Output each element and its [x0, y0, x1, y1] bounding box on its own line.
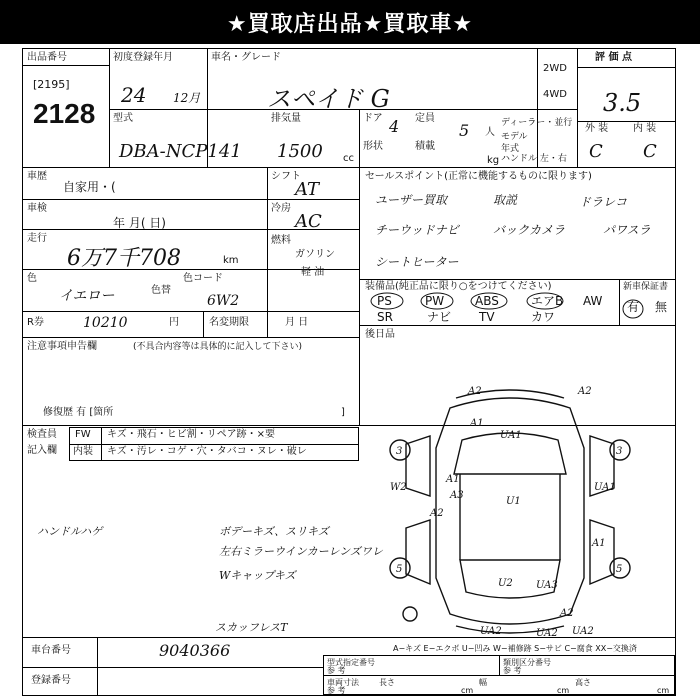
size-label: 車両寸法 — [327, 678, 359, 687]
wid-label: 幅 — [479, 678, 487, 687]
score-label: 評 価 点 — [595, 52, 632, 63]
damage-mark: 5 — [396, 564, 403, 575]
remark: 左右ミラーウインカーレンズワレ — [219, 545, 383, 558]
mileage-label: 走行 — [27, 233, 47, 244]
load-unit: kg — [487, 155, 500, 166]
notes-label: 注意事項申告欄 — [27, 341, 97, 352]
wid-unit: cm — [557, 686, 570, 695]
cap-unit: 人 — [485, 127, 495, 138]
repair-label: 修復歴 有 [箇所 — [43, 407, 114, 418]
sales-label: セールスポイント(正常に機能するものに限ります) — [365, 171, 592, 182]
name-label: 車名・グレード — [211, 52, 281, 63]
regno-label: 登録番号 — [31, 675, 71, 686]
color-value: イエロー — [59, 288, 115, 304]
damage-mark: A3 — [450, 490, 464, 501]
wd4-label: 4WD — [543, 89, 567, 100]
disp-value: 1500 — [277, 141, 323, 162]
equipment-label: 装備品(純正品に限り○をつけてください) — [365, 281, 552, 292]
dealer-label: ディーラー・並行 — [501, 118, 573, 128]
damage-mark: U1 — [506, 496, 521, 507]
lot-label: 出品番号 — [27, 52, 67, 63]
size-ref: 参 考 — [327, 686, 346, 695]
lot-sub: [2195] — [33, 78, 70, 91]
damage-mark: A2 — [578, 386, 592, 397]
damage-mark: UA2 — [480, 626, 502, 637]
cap-label: 定員 — [415, 113, 435, 124]
model-label: 型式 — [113, 113, 133, 124]
damage-mark: A2 — [430, 508, 444, 519]
sales-point: 取説 — [493, 193, 518, 207]
sales-point: ユーザー買取 — [375, 193, 448, 207]
shift-value: AT — [295, 179, 320, 200]
hgt-unit: cm — [657, 686, 670, 695]
type-ref: 参 考 — [327, 666, 346, 675]
warranty-label: 新車保証書 — [623, 282, 669, 292]
damage-mark: 5 — [616, 564, 623, 575]
expiry-label: 名変期限 — [209, 317, 249, 328]
len-label: 長さ — [379, 678, 395, 687]
fuel-gas: ガソリン — [295, 249, 335, 260]
disp-label: 排気量 — [271, 113, 301, 124]
damage-mark: UA2 — [536, 628, 558, 639]
recycle-unit: 円 — [169, 317, 179, 328]
damage-mark: A1 — [470, 418, 484, 429]
warranty-yes: 有 — [627, 300, 640, 314]
remark: スカッフレスT — [215, 621, 288, 634]
color-swap-label: 色替 — [151, 285, 171, 296]
reg-label: 初度登録年月 — [113, 52, 173, 63]
int-label: 内 装 — [633, 123, 657, 134]
damage-mark: A2 — [468, 386, 482, 397]
fuel-oil: 軽 油 — [301, 267, 325, 278]
recycle-value: 10210 — [83, 315, 128, 331]
equip-sr: SR — [377, 310, 393, 324]
equipment-circles — [363, 289, 675, 329]
ext-label: 外 装 — [585, 123, 609, 134]
sales-point: ドラレコ — [579, 195, 628, 209]
damage-mark: UA2 — [572, 626, 594, 637]
color-code-value: 6W2 — [207, 293, 240, 309]
damage-mark: UA1 — [500, 430, 522, 441]
page-banner: ★買取店出品★買取車★ — [0, 0, 700, 44]
damage-legend: A−キズ E−エクボ U−凹み W−補修跡 S−サビ C−腐食 XX−交換済 — [393, 644, 637, 653]
color-label: 色 — [27, 273, 37, 284]
type-label: 型式指定番号 — [327, 658, 375, 667]
name-value: スペイド G — [267, 85, 390, 113]
disp-unit: cc — [343, 153, 354, 164]
ac-label: 冷房 — [271, 203, 291, 214]
int-score: C — [643, 141, 657, 162]
damage-mark: UA1 — [594, 482, 616, 493]
modelyear-label: モデル 年式 — [501, 132, 528, 154]
damage-mark: A2 — [560, 608, 574, 619]
equip-ps: PS — [377, 294, 392, 308]
hgt-label: 高さ — [575, 678, 591, 687]
wd2-label: 2WD — [543, 63, 567, 74]
inspector-label2: 記入欄 — [27, 445, 57, 456]
equip-airbag: エアB — [531, 294, 564, 308]
shift-label: シフト — [271, 171, 301, 182]
equip-tv: TV — [479, 310, 495, 324]
equip-leather: カワ — [531, 310, 556, 324]
len-unit: cm — [461, 686, 474, 695]
use-label: 車歴 — [27, 171, 47, 182]
expiry-value: 月 日 — [285, 317, 309, 328]
damage-mark: A1 — [446, 474, 460, 485]
remark: ボデーキズ、スリキズ — [219, 525, 329, 538]
recycle-label: R券 — [27, 317, 44, 328]
sales-point: バックカメラ — [493, 223, 566, 237]
door-value: 4 — [389, 117, 400, 136]
vehicle-damage-diagram — [360, 378, 672, 646]
fw-label: FW — [75, 429, 91, 440]
reg-year: 24 — [121, 83, 147, 107]
damage-mark: U2 — [498, 578, 513, 589]
ac-value: AC — [295, 211, 322, 232]
damage-mark: UA3 — [536, 580, 558, 591]
load-label: 積載 — [415, 141, 435, 152]
repair-end: ] — [341, 407, 345, 418]
remark: ハンドルハゲ — [37, 525, 103, 538]
lot-number: 2128 — [33, 98, 96, 129]
damage-mark: 3 — [616, 446, 623, 457]
handle-label: ハンドル 左・右 — [501, 154, 567, 164]
equip-abs: ABS — [475, 294, 499, 308]
warranty-no: 無 — [655, 300, 668, 314]
damage-mark: 3 — [396, 446, 403, 457]
inspect-value: 年 月( 日) — [113, 216, 166, 230]
cat-ref: 参 考 — [503, 666, 522, 675]
fuel-label: 燃料 — [271, 235, 291, 246]
reg-month: 12月 — [173, 91, 201, 105]
sales-point: パワスラ — [603, 223, 651, 237]
damage-mark: W2 — [390, 482, 407, 493]
cap-value: 5 — [459, 121, 470, 140]
ext-score: C — [589, 141, 603, 162]
fw-items: キズ・飛石・ヒビ割・リペア跡・×要 — [107, 429, 275, 440]
remark: Wキャップキズ — [219, 569, 296, 582]
after-label: 後日品 — [365, 329, 395, 340]
mileage-value: 6万7千708 — [67, 246, 181, 271]
sales-point: チーウッドナビ — [375, 223, 459, 237]
equip-pw: PW — [425, 294, 445, 308]
use-value: 自家用・( — [63, 180, 116, 194]
color-code-label: 色コード — [183, 273, 223, 284]
cat-label: 類別区分番号 — [503, 658, 551, 667]
shape-label: 形状 — [363, 141, 383, 152]
sales-point: シートヒーター — [375, 255, 459, 269]
equip-navi: ナビ — [427, 310, 452, 324]
chassis-value: 9040366 — [159, 641, 231, 660]
inspect-label: 車検 — [27, 203, 47, 214]
score-value: 3.5 — [603, 89, 642, 117]
door-label: ドア — [363, 113, 383, 124]
notes-hint: (不具合内容等は具体的に記入して下さい) — [133, 342, 303, 352]
equip-aw: AW — [583, 294, 603, 308]
mileage-unit: km — [223, 255, 239, 266]
damage-mark: A1 — [592, 538, 606, 549]
inspector-label: 検査員 — [27, 429, 57, 440]
model-value: DBA-NCP141 — [119, 141, 242, 162]
chassis-label: 車台番号 — [31, 645, 71, 656]
interior-label: 内装 — [73, 446, 93, 457]
interior-items: キズ・汚レ・コゲ・穴・タバコ・ヌレ・破レ — [107, 446, 307, 457]
